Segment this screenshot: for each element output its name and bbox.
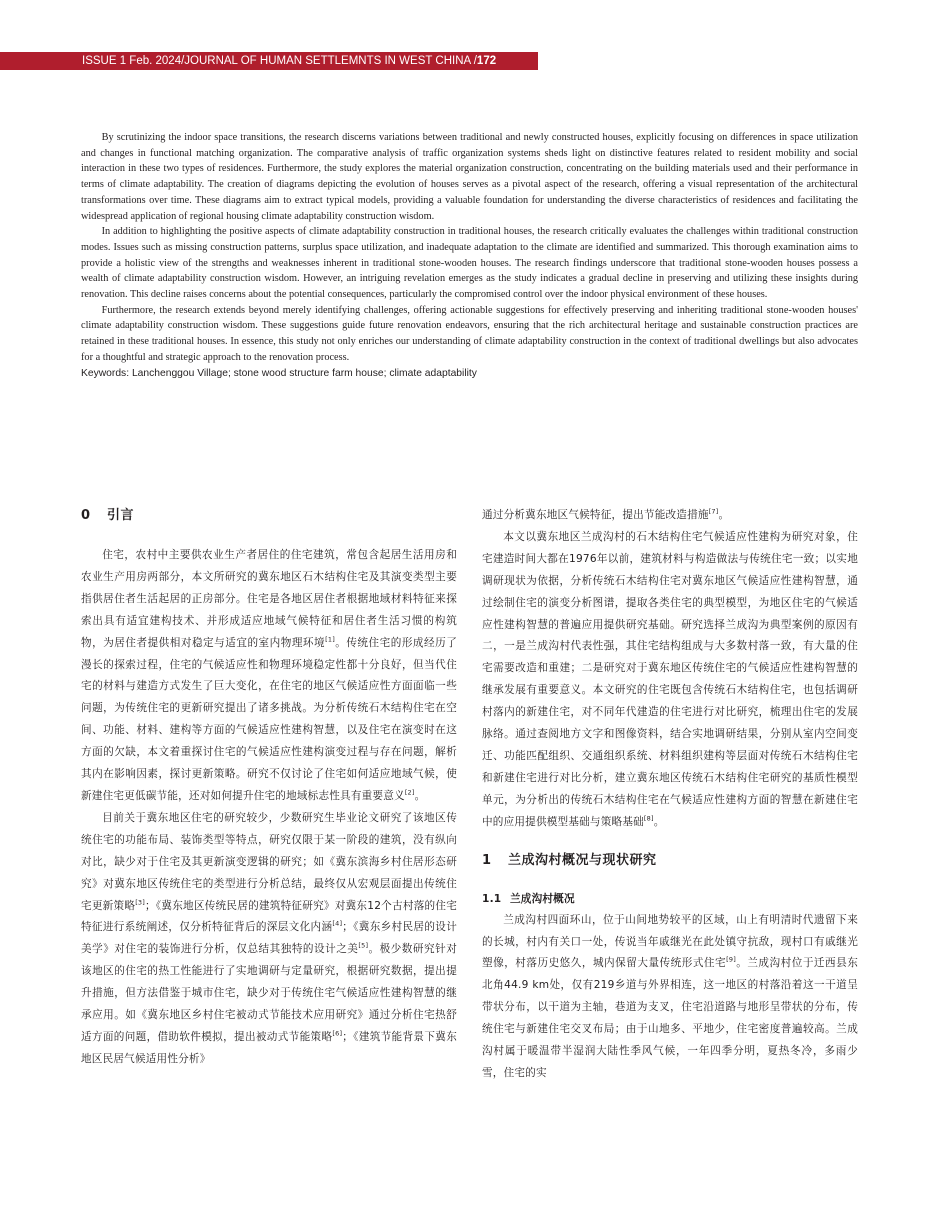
subsection-1-1-number: 1.1 [482,892,502,905]
intro-paragraph-2: 目前关于冀东地区住宅的研究较少，少数研究生毕业论文研究了该地区传统住宅的功能布局、装饰类型等特点，研究仅限于某一阶段的建筑，没有纵向对比，缺少对于住宅及其更新演变逻辑的研究；如《冀东滨海乡村住居形态研究》对冀东地区传统住宅的类型进行分析总结，最终仅从宏观层面提出传统住宅更新策略[3]；《冀东地区传统民居的建筑特征研究》对冀东12个古村落的住宅特征进行系统阐述，仅分析特征背后的深层文化内涵[4]；《冀东乡村民居的设计美学》对住宅的装饰进行分析，仅总结其独特的设计之美[5]。极少数研究针对该地区的住宅的热工性能进行了实地调研与定量研究，根据研究数据，提出提升措施，但方法借鉴于城市住宅，缺少对于传统住宅气候适应性建构智慧的继承应用。如《冀东地区乡村住宅被动式节能技术应用研究》通过分析住宅热舒适方面的问题，借助软件模拟，提出被动式节能策略[6]；《建筑节能背景下冀东地区民居气候适用性分析》 [81,811,457,1065]
ref-7: [7] [708,507,719,516]
section-0-heading [81,505,457,527]
section-0-number: 0 [81,508,91,523]
body-column-right [482,505,858,1085]
ref-5: [5] [358,941,369,950]
ref-8: [8] [643,814,654,823]
intro-paragraph-1: 住宅，农村中主要供农业生产者居住的住宅建筑，常包含起居生活用房和农业生产用房两部分，本文所研究的冀东地区石木结构住宅及其演变类型主要指供居住者生活起居的正房部分。住宅是各地区居住者根据地域材料特征来探索出具有适宜建构技术、并形成适应地域气候特征和居住者生活习惯的构筑物，为居住者提供相对稳定与适宜的室内物理环境[1]。传统住宅的形成经历了漫长的探索过程，住宅的气候适应性和物理环境稳定性都十分良好，但当代住宅的材料与建造方式发生了巨大变化，在住宅的地区气候适应性方面面临一些问题，为传统住宅的更新研究提出了诸多挑战。为分析传统石木结构住宅在空间、功能、材料、建构等方面的气候适应性建构智慧，以及住宅在演变时在这方面的欠缺，本文着重探讨住宅的气候适应性建构演变过程与存在问题，解析其内在影响因素，探讨更新策略。研究不仅讨论了住宅如何适应地域气候，使新建住宅更低碳节能，还对如何提升住宅的地域标志性具有重要意义[2]。 [81,549,457,802]
keywords-label: Keywords: [81,367,130,379]
body-column-left [81,505,457,1071]
overview-paragraph-1: 兰成沟村四面环山，位于山间地势较平的区域，山上有明清时代遗留下来的长城，村内有关口一处，传说当年戚继光在此处镇守抗敌，现村口有戚继光塑像，村落历史悠久，城内保留大量传统形式住宅[9]。兰成沟村位于迁西县东北角44.9 km处，仅有219乡道与外界相连，这一地区的村落沿着这一干道呈带状分布，以干道为主轴，巷道为支叉，住宅沿道路与地形呈带状的分布，传统住宅与新建住宅交叉布局；由于山地多、平地少，住宅密度普遍较高。兰成沟村属于暖温带半湿润大陆性季风气候，一年四季分明，夏热冬冷，多雨少雪，住宅的实 [482,913,858,1079]
ref-1: [1] [325,635,335,644]
page-number: 172 [476,55,497,67]
ref-9: [9] [726,955,736,964]
section-1-heading [482,850,858,872]
abstract-paragraph-2: In addition to highlighting the positive aspects of climate adaptability construction in traditional houses, the research critically evaluates the challenges within traditional construction modes. Issues such as missing construction patterns, surplus space utilization, and inadequate adaptation to the climate are identified and summarized. This thorough examination aims to provide a holistic view of the strengths and weaknesses inherent in traditional stone-wooden houses. The research findings underscore that traditional stone-wooden houses possess a wealth of climate adaptability construction wisdom. However, an intriguing revelation emerges as the study indicates a gradual decline in preserving and utilizing these insights during renovation. This decline raises concerns about the potential consequences, particularly the compromised control over the indoor physical environment of these houses. [81,226,858,301]
ref-2: [2] [404,788,415,797]
section-1-title: 兰成沟村概况与现状研究 [508,852,657,868]
intro-paragraph-3: 本文以冀东地区兰成沟村的石木结构住宅气候适应性建构为研究对象，住宅建造时间大都在1976年以前，建筑材料与构造做法与传统住宅一致；以实地调研现状为依据，分析传统石木结构住宅对冀东地区气候适应性建构智慧，通过绘制住宅的演变分析图谱，提取各类住宅的典型模型，为地区住宅的气候适应性建构智慧的普遍应用提供研究基础。研究选择兰成沟为典型案例的原因有二，一是兰成沟村代表性强，其住宅结构组成与大多数村落一致，有大量的住宅需要改造和重建；二是研究对于冀东地区传统住宅的气候适应性建构智慧的继承发展有重要意义。本文研究的住宅既包含传统石木结构住宅，也包括调研村落内的新建住宅，对不同年代建造的住宅进行对比研究，梳理出住宅的发展脉络。通过查阅地方文字和图像资料，结合实地调研结果，分别从室内空间变迁、功能匹配组织、交通组织系统、材料组织建构等层面对传统石木结构住宅和新建住宅进行对比分析，建立冀东地区传统石木结构住宅研究的基质性模型单元，为分析出的传统石木结构住宅在气候适应性建构方面的智慧在新建住宅中的应用提供模型基础与策略基础[8]。 [482,530,858,828]
intro-paragraph-2-continued: 通过分析冀东地区气候特征，提出节能改造措施[7]。 [482,507,730,521]
section-0-title: 引言 [107,508,135,523]
keywords-line [81,366,858,382]
journal-issue-info: ISSUE 1 Feb. 2024/JOURNAL OF HUMAN SETTLEMNTS IN WEST CHINA / [82,55,477,67]
keywords-text: Lanchenggou Village; stone wood structure farm house; climate adaptability [129,367,477,379]
subsection-1-1-heading [482,888,858,910]
ref-3: [3] [135,897,145,906]
english-abstract [81,130,858,381]
section-1-number: 1 [482,852,492,868]
ref-4: [4] [332,919,343,928]
journal-header-bar [0,52,538,70]
abstract-paragraph-3: Furthermore, the research extends beyond merely identifying challenges, offering actionable suggestions for effectively preserving and inheriting traditional stone-wooden houses' climate adaptability construction wisdom. These suggestions guide future renovation endeavors, ensuring that the rich architectural heritage and sustainable construction practices are retained in these traditional houses. In essence, this study not only enriches our understanding of climate adaptability construction in the context of traditional dwellings but also advocates for a thoughtful and strategic approach to the renovation process. [81,304,858,363]
abstract-paragraph-1: By scrutinizing the indoor space transitions, the research discerns variations between traditional and newly constructed houses, explicitly focusing on differences in space utilization and changes in functional matching organization. The comparative analysis of traffic organization systems sheds light on distinctive features related to resident mobility and social interaction in these two types of residences. Furthermore, the study explores the material organization construction, concentrating on the building materials used and their performance in terms of climate adaptability. The creation of diagrams depicting the evolution of houses serves as a pivotal aspect of the research, offering a visual representation of the architectural transformations over time. These diagrams aim to extract typical models, providing a valuable foundation for understanding the diverse characteristics of residences and facilitating the widespread application of regional housing climate adaptability construction wisdom. [81,132,858,222]
subsection-1-1-title: 兰成沟村概况 [510,892,575,905]
ref-6: [6] [332,1029,343,1038]
